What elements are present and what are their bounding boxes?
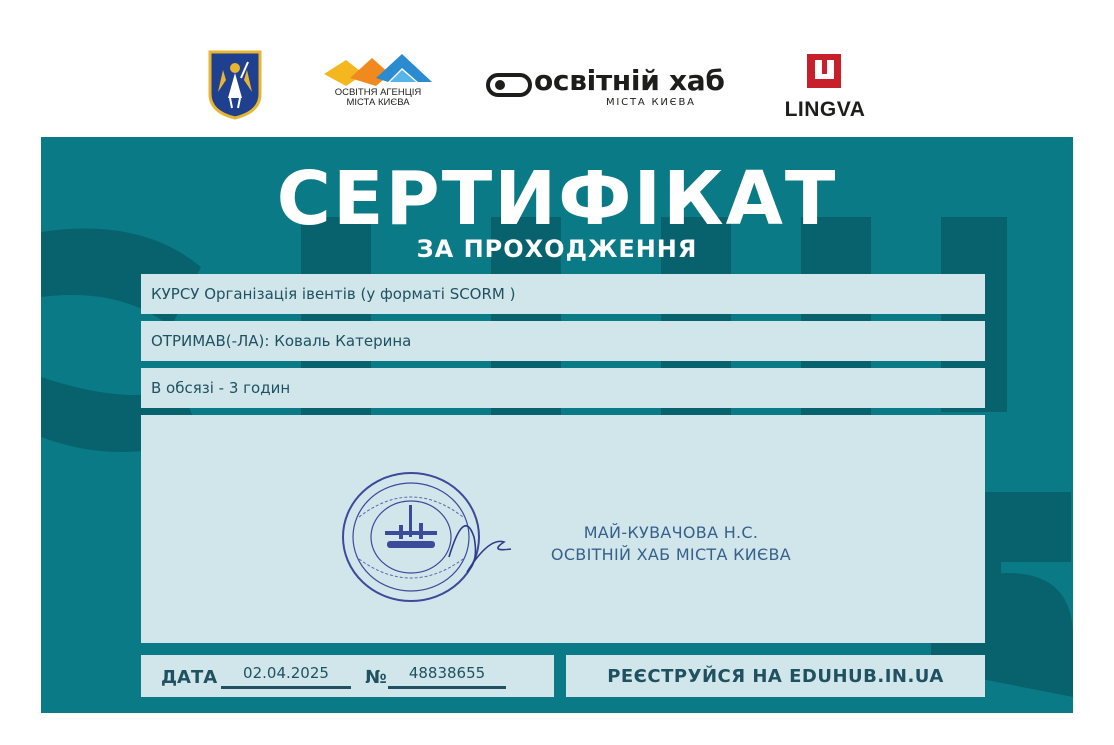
certificate-number: 48838655 (388, 662, 506, 689)
lingva-logo (770, 52, 880, 122)
certificate-subtitle: ЗА ПРОХОДЖЕННЯ (416, 235, 698, 263)
recipient-field (141, 321, 985, 361)
date-number-box (141, 655, 554, 697)
signature-area (141, 415, 985, 643)
duration-field (141, 368, 985, 408)
certificate-panel (41, 137, 1073, 713)
register-text: РЕЄСТРУЙСЯ НА EDUHUB.IN.UA (607, 666, 944, 687)
signer-organization: ОСВІТНІЙ ХАБ МІСТА КИЄВА (550, 545, 792, 564)
certificate-title: СЕРТИФІКАТ (276, 156, 838, 242)
education-agency-logo (320, 52, 436, 116)
signer-block (521, 522, 821, 566)
course-field (141, 274, 985, 314)
number-label: № (365, 667, 387, 688)
kyiv-coat-of-arms-logo (208, 50, 262, 120)
date-value: 02.04.2025 (221, 662, 351, 689)
agency-logo-line2: МІСТА КИЄВА (346, 97, 410, 108)
hub-logo-subtext: МІСТА КИЄВА (606, 97, 696, 108)
duration-text: В обсязі - 3 годин (151, 379, 291, 397)
education-hub-logo (486, 64, 725, 112)
lingva-logo-text: LINGVA (784, 98, 866, 121)
recipient-text: ОТРИМАВ(-ЛА): Коваль Катерина (151, 332, 412, 350)
register-banner (566, 655, 985, 697)
course-text: КУРСУ Організація івентів (у форматі SCORM ) (151, 285, 516, 303)
agency-logo-line1: ОСВІТНЯ АГЕНЦІЯ (334, 87, 422, 98)
hub-logo-text: освітній хаб (534, 64, 725, 97)
official-stamp-icon (339, 467, 519, 607)
signer-name: МАЙ-КУВАЧОВА Н.С. (583, 523, 759, 542)
date-label: ДАТА (161, 667, 218, 688)
